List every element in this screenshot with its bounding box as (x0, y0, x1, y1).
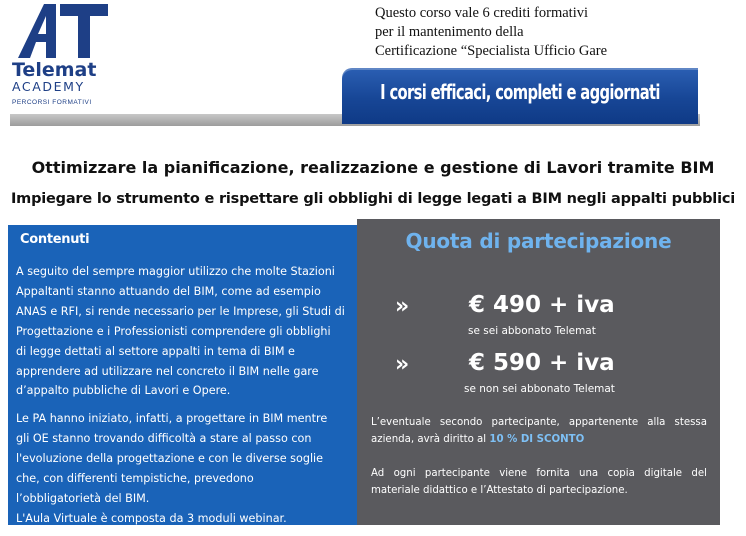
text-line: ANAS e RFI, si rende necessario per le Imprese, gli Studi di (16, 304, 345, 318)
text-line: L'Aula Virtuale è composta da 3 moduli webinar. (16, 511, 287, 525)
course-subtitle: Impiegare lo strumento e rispettare gli obblighi di legge legati a BIM negli appalti pubblici (10, 191, 736, 207)
text-line: apprendere ad utilizzare nel concreto il BIM nelle gare (16, 364, 319, 378)
double-chevron-icon: » (395, 352, 410, 377)
price-value: € 590 + iva (469, 350, 615, 376)
credits-line: Certificazione “Specialista Ufficio Gare (375, 43, 608, 59)
text-line: A seguito del sempre maggior utilizzo che molte Stazioni (16, 265, 335, 278)
price-value: € 490 + iva (469, 292, 615, 318)
contenuti-panel (8, 225, 357, 525)
material-info (371, 465, 707, 499)
credits-line: per il mantenimento della (375, 24, 524, 40)
quota-heading: Quota di partecipazione (405, 229, 672, 253)
slogan-banner (342, 68, 698, 124)
logo-tagline: PERCORSI FORMATIVI (12, 99, 92, 106)
second-participant-info (371, 414, 707, 448)
telemat-academy-logo (12, 2, 112, 114)
text-line: gli OE stanno trovando difficoltà a stare al passo con (16, 432, 312, 446)
logo-subtitle: ACADEMY (12, 79, 85, 94)
info-line: azienda, avrà diritto al 10 % DI SCONTO (371, 431, 707, 448)
discount-badge: 10 % DI SCONTO (489, 434, 585, 445)
justified-line: L’eventuale secondo partecipante, appartenente alla stessa (371, 417, 707, 428)
slogan-text: I corsi efficaci, completi e aggiornati (380, 80, 660, 104)
text-line: l’obbligatorietà del BIM. (16, 491, 150, 505)
double-chevron-icon: » (395, 294, 410, 319)
credits-line: Questo corso vale 6 crediti formativi (375, 5, 589, 21)
at-logo-mark-icon (14, 2, 110, 60)
price-note: se sei abbonato Telemat (468, 325, 596, 337)
info-line: materiale didattico e l’Attestato di partecipazione. (371, 485, 628, 496)
justified-line: Ad ogni partecipante viene fornita una copia digitale del (371, 468, 707, 479)
text-line: che, con differenti tempistiche, prevedono (16, 472, 254, 486)
logo-name: Telemat (12, 59, 97, 81)
text-line: l'evoluzione della progettazione e con le diverse soglie (16, 452, 324, 466)
price-note: se non sei abbonato Telemat (464, 383, 615, 395)
text-line: Progettazione e i Professionisti comprendere gli obblighi (16, 324, 331, 338)
text-line: d’appalto pubbliche di Lavori e Opere. (16, 384, 231, 398)
contenuti-heading: Contenuti (20, 232, 90, 247)
text-line: di legge dettati al settore appalti in tema di BIM e (16, 344, 295, 358)
text-line: Appaltanti stanno attuando del BIM, come ad esempio (16, 284, 321, 298)
paragraph-gap (16, 401, 351, 409)
credits-note (375, 4, 715, 61)
text-line: Le PA hanno iniziato, infatti, a progettare in BIM mentre (16, 412, 328, 426)
contenuti-text (16, 262, 351, 529)
course-title: Ottimizzare la pianificazione, realizzazione e gestione di Lavori tramite BIM (31, 158, 715, 177)
quota-panel (357, 219, 720, 525)
